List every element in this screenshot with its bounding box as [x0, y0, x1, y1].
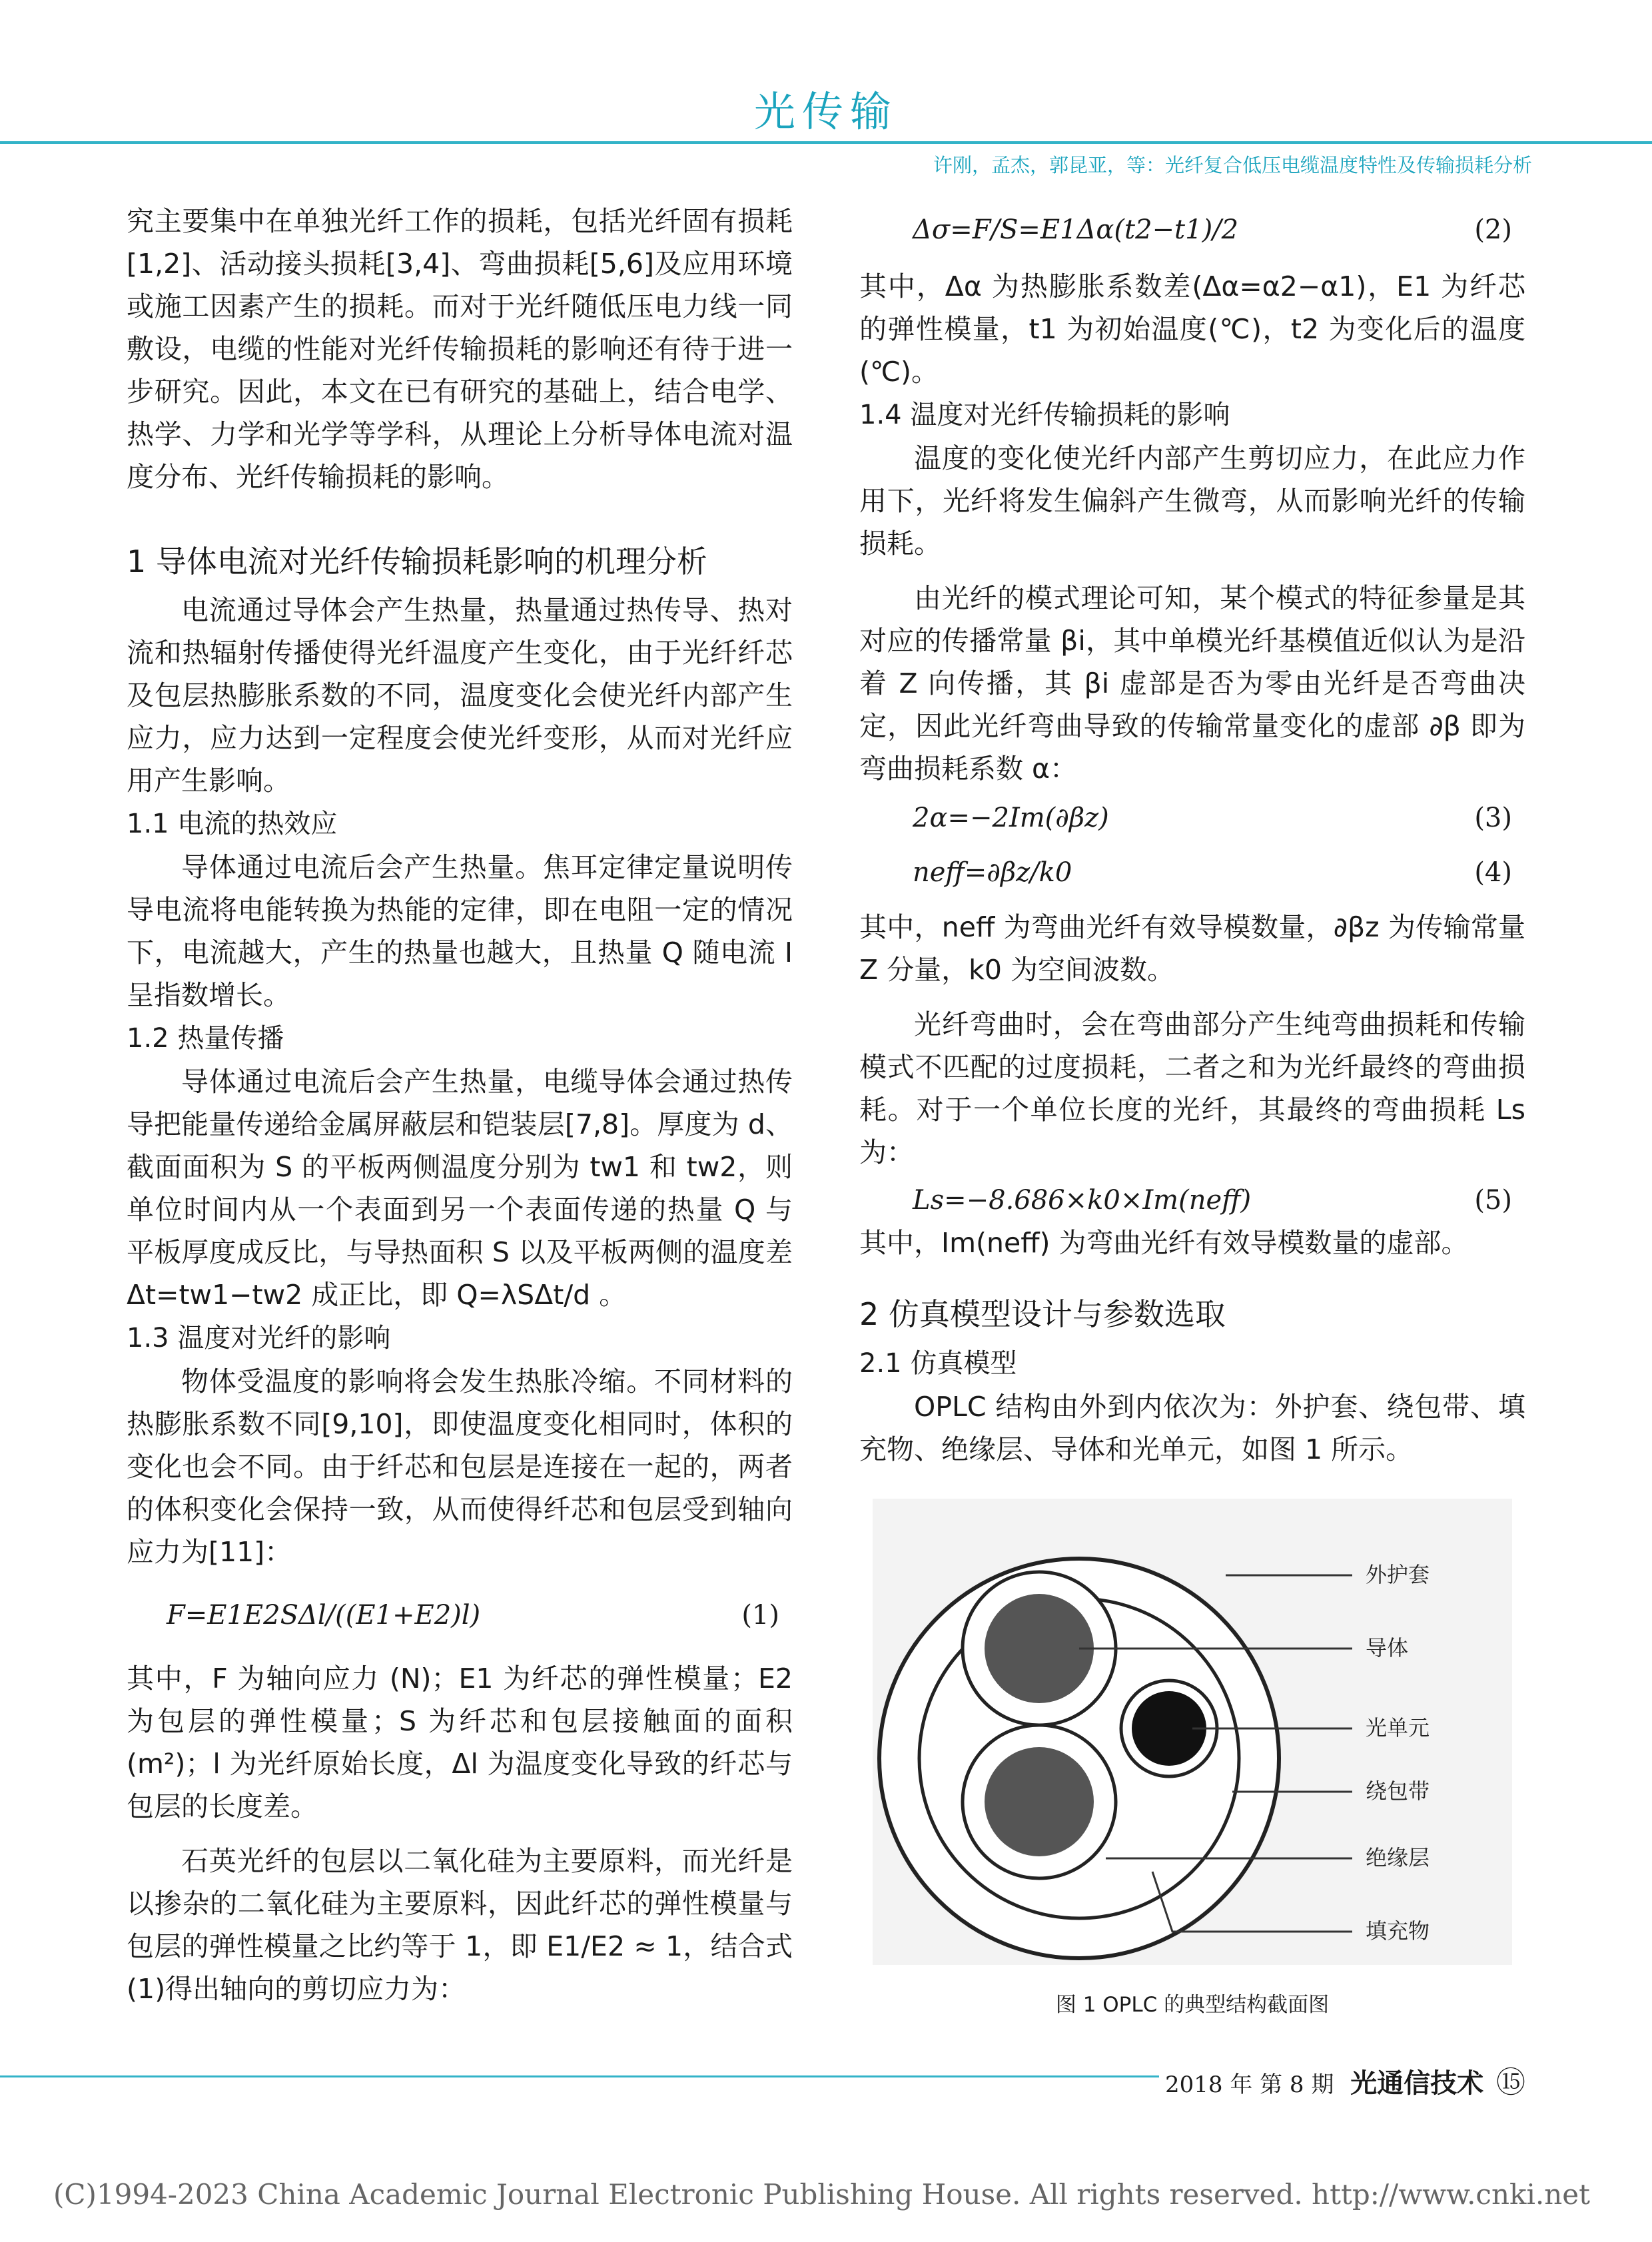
copyright-notice: (C)1994-2023 China Academic Journal Electronic Publishing House. All rights reserved. http://www.cnki.net: [53, 2178, 1591, 2211]
heading-2: 2 仿真模型设计与参数选取: [859, 1296, 1226, 1332]
section-title: 光传输: [753, 87, 898, 136]
paragraph: 由光纤的模式理论可知，某个模式的特征参量是其对应的传播常量 βi，其中单模光纤基模值近似认为是沿着 Z 向传播，其 βi 虚部是否为零由光纤是否弯曲决定，因此光纤弯曲导致的传输常量变化的虚部 ∂β 即为弯曲损耗系数 α：: [859, 582, 1525, 785]
header-rule: [0, 141, 1652, 144]
running-head: 许刚，孟杰，郭昆亚，等：光纤复合低压电缆温度特性及传输损耗分析: [933, 154, 1532, 177]
equation-2: [913, 200, 1525, 260]
paragraph: 其中，F 为轴向应力 (N)；E1 为纤芯的弹性模量；E2 为包层的弹性模量；S 为纤芯和包层接触面的面积(m²)；l 为光纤原始长度，Δl 为温度变化导致的纤芯与包层的长度差。: [127, 1663, 793, 1822]
paragraph: 其中，Im(neff) 为弯曲光纤有效导模数量的虚部。: [859, 1227, 1469, 1259]
equation-number: (5): [1474, 1185, 1512, 1216]
label-optical-unit: 光单元: [1366, 1715, 1430, 1740]
label-wrapping-tape: 绕包带: [1366, 1778, 1430, 1804]
conductor-bottom: [985, 1747, 1094, 1856]
paragraph: 导体通过电流后会产生热量，电缆导体会通过热传导把能量传递给金属屏蔽层和铠装层[7,8]。厚度为 d、截面面积为 S 的平板两侧温度分别为 tw1 和 tw2，则单位时间内从一个表面到另一个表面传递的热量 Q 与平板厚度成反比，与导热面积 S 以及平板两侧的温度差 Δt=tw1−tw2 成正比，即 Q=λSΔt/d 。: [127, 1066, 793, 1311]
paragraph: 电流通过导体会产生热量，热量通过热传导、热对流和热辐射传播使得光纤温度产生变化，由于光纤纤芯及包层热膨胀系数的不同，温度变化会使光纤内部产生应力，应力达到一定程度会使光纤变形，从而对光纤应用产生影响。: [127, 594, 793, 797]
equation-5-body: Ls=−8.686×k0×Im(neff): [913, 1185, 1252, 1216]
figure-1: [859, 1499, 1525, 2017]
heading-1-2: 1.2 热量传播: [127, 1023, 284, 1054]
equation-1-body: F=E1E2SΔl/((E1+E2)l): [167, 1600, 481, 1631]
paragraph: 温度的变化使光纤内部产生剪切应力，在此应力作用下，光纤将发生偏斜产生微弯，从而影响光纤的传输损耗。: [859, 442, 1525, 560]
journal-name: 光通信技术: [1350, 2067, 1484, 2099]
label-outer-sheath: 外护套: [1366, 1562, 1430, 1587]
equation-number: (2): [1474, 214, 1512, 245]
heading-1: 1 导体电流对光纤传输损耗影响的机理分析: [127, 544, 707, 579]
label-filler: 填充物: [1366, 1918, 1430, 1944]
right-column: [859, 200, 1525, 1471]
issue-label: 2018 年 第 8 期: [1164, 2071, 1334, 2098]
paragraph: OPLC 结构由外到内依次为：外护套、绕包带、填充物、绝缘层、导体和光单元，如图 1 所示。: [859, 1391, 1525, 1465]
equation-2-body: Δσ=F/S=E1Δα(t2−t1)/2: [913, 214, 1239, 245]
left-column: [127, 200, 793, 2010]
equation-3-body: 2α=−2Im(∂βz): [913, 803, 1109, 833]
heading-2-1: 2.1 仿真模型: [859, 1348, 1017, 1379]
oplc-cross-section-diagram: [859, 1499, 1525, 1965]
label-insulation: 绝缘层: [1366, 1845, 1430, 1870]
paragraph: 导体通过电流后会产生热量。焦耳定律定量说明传导电流将电能转换为热能的定律，即在电阻一定的情况下，电流越大，产生的热量也越大，且热量 Q 随电流 I 呈指数增长。: [127, 851, 793, 1011]
equation-number: (1): [741, 1600, 779, 1631]
paragraph: 物体受温度的影响将会发生热胀冷缩。不同材料的热膨胀系数不同[9,10]，即使温度变化相同时，体积的变化也会不同。由于纤芯和包层是连接在一起的，两者的体积变化会保持一致，从而使得纤芯和包层受到轴向应力为[11]：: [127, 1365, 793, 1568]
heading-1-1: 1.1 电流的热效应: [127, 809, 338, 839]
equation-number: (3): [1474, 803, 1512, 833]
equation-5: [913, 1179, 1525, 1222]
heading-1-3: 1.3 温度对光纤的影响: [127, 1323, 391, 1353]
equation-number: (4): [1474, 857, 1512, 888]
equation-4: [913, 846, 1525, 899]
label-conductor: 导体: [1366, 1635, 1409, 1661]
conductor-top: [985, 1594, 1094, 1703]
equation-4-body: neff=∂βz/k0: [913, 857, 1072, 888]
footer: [1165, 2058, 1525, 2101]
heading-1-4: 1.4 温度对光纤传输损耗的影响: [859, 400, 1230, 430]
paragraph: 其中，neff 为弯曲光纤有效导模数量，∂βz 为传输常量 Z 分量，k0 为空间波数。: [859, 911, 1525, 986]
figure-caption: 图 1 OPLC 的典型结构截面图: [1055, 1993, 1330, 2017]
equation-3: [913, 797, 1525, 839]
paragraph: 光纤弯曲时，会在弯曲部分产生纯弯曲损耗和传输模式不匹配的过度损耗，二者之和为光纤最终的弯曲损耗。对于一个单位长度的光纤，其最终的弯曲损耗 Ls 为：: [859, 1008, 1525, 1168]
footer-rule: [0, 2075, 1159, 2077]
equation-1: [167, 1585, 793, 1645]
paragraph: 石英光纤的包层以二氧化硅为主要原料，而光纤是以掺杂的二氧化硅为主要原料，因此纤芯的弹性模量与包层的弹性模量之比约等于 1，即 E1/E2 ≈ 1，结合式(1)得出轴向的剪切应力为：: [127, 1845, 793, 2005]
page-number: ⑮: [1496, 2065, 1525, 2099]
paragraph: 其中，Δα 为热膨胀系数差(Δα=α2−α1)，E1 为纤芯的弹性模量，t1 为初始温度(℃)，t2 为变化后的温度(℃)。: [859, 270, 1525, 388]
intro-paragraph: 究主要集中在单独光纤工作的损耗，包括光纤固有损耗[1,2]、活动接头损耗[3,4]、弯曲损耗[5,6]及应用环境或施工因素产生的损耗。而对于光纤随低压电力线一同敷设，电缆的性能对光纤传输损耗的影响还有待于进一步研究。因此，本文在已有研究的基础上，结合电学、热学、力学和光学等学科，从理论上分析导体电流对温度分布、光纤传输损耗的影响。: [127, 205, 793, 493]
